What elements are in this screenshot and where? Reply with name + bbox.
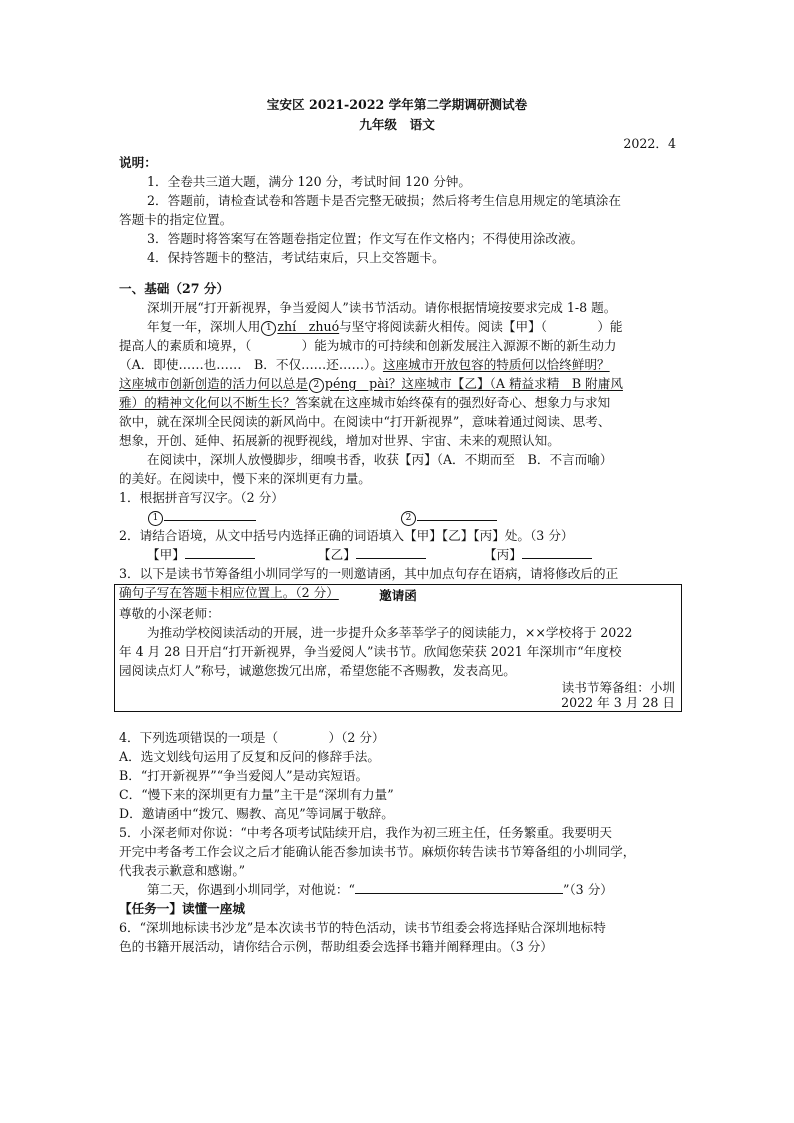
passage-line: 年复一年，深圳人用 1 zhí zhuó与坚守将阅读薪火相传。阅读【甲】（ ）能 <box>147 319 623 334</box>
answer-line-1: 1 <box>147 507 707 526</box>
section-intro: 深圳开展“打开新视界，争当爱阅人”读书节活动。请你根据情境按要求完成 1-8 题。 <box>147 300 617 315</box>
question-6: 6．“深圳地标读书沙龙”是本次读书节的特色活动，读书节组委会将选择贴合深圳地标特 <box>119 920 606 935</box>
answer-blank[interactable] <box>356 545 426 559</box>
question-4: 4．下列选项错误的一项是（ ）（2 分） <box>119 730 385 745</box>
exam-title: 宝安区 2021-2022 学年第二学期调研测试卷 <box>266 97 528 112</box>
circled-number: 2 <box>309 378 324 393</box>
option-b: B．“打开新视界”“争当爱阅人”是动宾短语。 <box>119 768 369 783</box>
underlined-sentence: 这座城市开放包容的特质何以恰终鲜明？ <box>382 357 610 372</box>
task-heading: 【任务一】读懂一座城 <box>119 901 245 916</box>
exam-subtitle: 九年级 语文 <box>359 117 435 132</box>
answer-line-2: 2 <box>400 507 600 526</box>
invitation-body: 年 4 月 28 日开启“打开新视界，争当爱阅人”读书节。欣闻您荣获 2021 年深圳市“年度校 <box>119 644 622 659</box>
blank-jia: 【甲】 <box>147 545 707 564</box>
question-3: 确句子写在答题卡相应位置上。（2 分） <box>119 585 339 600</box>
passage-line: 提高人的素质和境界，（ ）能为城市的可持续和创新发展注入源源不断的新生动力 <box>119 338 617 353</box>
passage-line: （A．即使……也…… B．不仅……还……）。这座城市开放包容的特质何以恰终鲜明？ <box>119 357 610 372</box>
question-3: 3．以下是读书节筹备组小圳同学写的一则邀请函，其中加点句存在语病，请将修改后的正 <box>119 566 619 581</box>
option-c: C．“慢下来的深圳更有力量”主干是“深圳有力量” <box>119 787 394 802</box>
invitation-body: 园阅读点灯人”称号，诚邀您拨冗出席，希望您能不吝赐教，发表高见。 <box>119 663 516 678</box>
passage-line: 的美好。在阅读中，慢下来的深圳更有力量。 <box>119 471 371 486</box>
passage-line: 在阅读中，深圳人放慢脚步，细嗅书香，收获【丙】（A．不期而至 B．不言而喻） <box>147 452 613 467</box>
instruction-item: 1．全卷共三道大题，满分 120 分，考试时间 120 分钟。 <box>147 174 471 189</box>
answer-blank[interactable] <box>417 507 497 521</box>
pinyin-1: zhí zhuó <box>277 319 340 334</box>
passage-line: 想象，开创、延伸、拓展新的视野视线，增加对世界、宇宙、未来的观照认知。 <box>119 433 560 448</box>
section-heading: 一、基础（27 分） <box>119 281 230 296</box>
blank-bing: 【丙】 <box>484 545 624 564</box>
passage-line: 欲中，就在深圳全民阅读的新风尚中。在阅读中“打开新视界”，意味着通过阅读、思考、 <box>119 414 611 429</box>
invitation-greeting: 尊敬的小深老师： <box>119 606 220 621</box>
circled-number: 1 <box>261 321 276 336</box>
invitation-body: 为推动学校阅读活动的开展，进一步提升众多莘莘学子的阅读能力，××学校将于 2022 <box>147 625 633 640</box>
invitation-title: 邀请函 <box>379 588 417 603</box>
passage-line: 雅）的精神文化何以不断生长？答案就在这座城市始终葆有的强烈好奇心、想象力与求知 <box>119 395 611 410</box>
question-1: 1．根据拼音写汉字。（2 分） <box>119 490 284 505</box>
answer-blank[interactable] <box>164 507 256 521</box>
instruction-item: 4．保持答题卡的整洁，考试结束后，只上交答题卡。 <box>147 250 445 265</box>
option-a: A．选文划线句运用了反复和反问的修辞手法。 <box>119 749 380 764</box>
invitation-signature: 读书节筹备组：小圳 <box>561 680 675 695</box>
blank-yi: 【乙】 <box>318 545 458 564</box>
instruction-item: 2．答题前，请检查试卷和答题卡是否完整无破损；然后将考生信息用规定的笔填涂在 <box>147 193 621 208</box>
question-6: 色的书籍开展活动，请你结合示例，帮助组委会选择书籍并阐释理由。（3 分） <box>119 939 553 954</box>
pinyin-2: péng pài <box>324 376 389 391</box>
answer-blank[interactable] <box>355 880 563 894</box>
invitation-box <box>114 584 682 712</box>
exam-date: 2022．4 <box>623 136 676 151</box>
question-5: 5．小深老师对你说：“中考各项考试陆续开启，我作为初三班主任，任务繁重。我要明天 <box>119 825 613 840</box>
instruction-item: 答题卡的指定位置。 <box>119 212 233 227</box>
question-5: 代我表示歉意和感谢。” <box>119 863 246 878</box>
instructions-heading: 说明： <box>119 155 157 170</box>
invitation-date: 2022 年 3 月 28 日 <box>561 695 675 710</box>
passage-line: 这座城市创新创造的活力何以总是 2 péng pài？这座城市【乙】（A 精益求精 B 附庸风 <box>119 376 623 391</box>
answer-blank[interactable] <box>185 545 255 559</box>
question-5: 开完中考备考工作会议之后才能确认能否参加读书节。麻烦你转告读书节筹备组的小圳同学， <box>119 844 636 859</box>
answer-blank[interactable] <box>522 545 592 559</box>
option-d: D．邀请函中“拨冗、赐教、高见”等词属于敬辞。 <box>119 806 394 821</box>
question-2: 2．请结合语境，从文中括号内选择正确的词语填入【甲】【乙】【丙】处。（3 分） <box>119 528 574 543</box>
instruction-item: 3．答题时将答案写在答题卷指定位置；作文写在作文格内；不得使用涂改液。 <box>147 231 584 246</box>
question-5-answer: 第二天，你遇到小圳同学，对他说：“ ”（3 分） <box>147 882 613 897</box>
